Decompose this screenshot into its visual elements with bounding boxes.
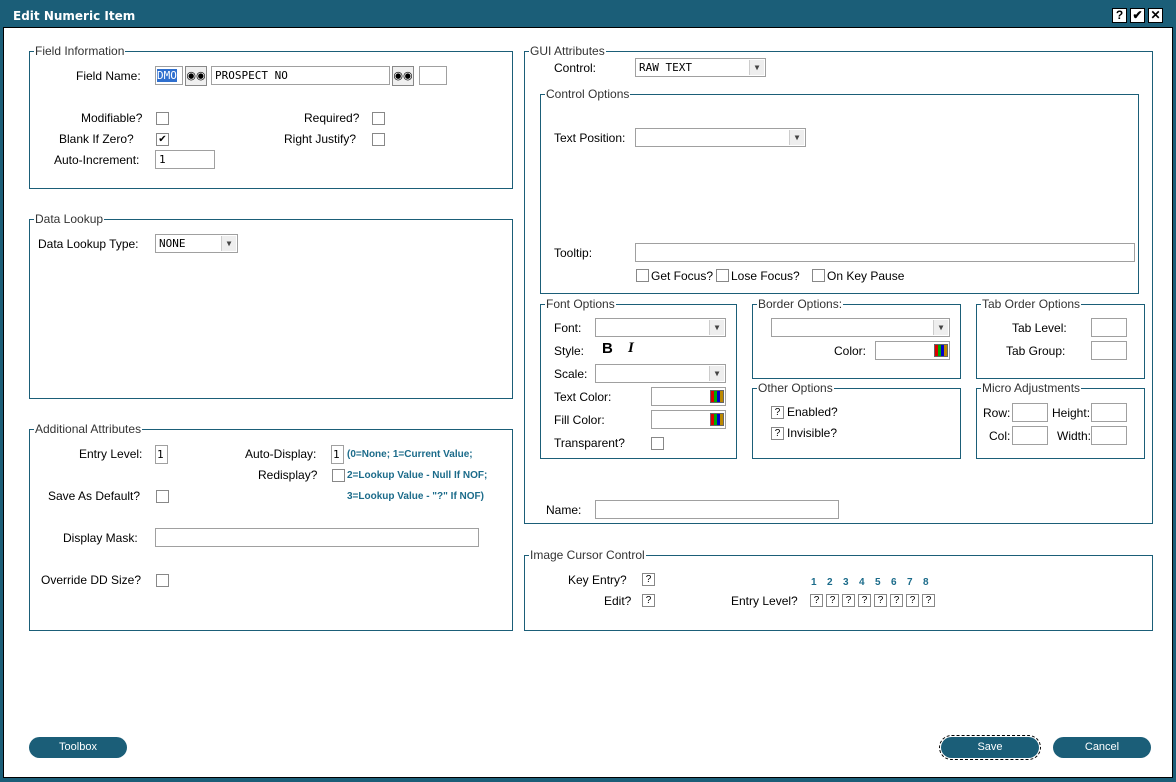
window-title: Edit Numeric Item bbox=[13, 9, 136, 23]
auto-display-input[interactable]: 1 bbox=[331, 445, 344, 464]
title-bar bbox=[4, 4, 1172, 26]
tooltip-label: Tooltip: bbox=[554, 246, 593, 260]
tab-group-label: Tab Group: bbox=[1006, 344, 1066, 358]
save-button[interactable]: Save bbox=[941, 737, 1039, 758]
font-select[interactable] bbox=[595, 318, 726, 337]
enabled-checkbox[interactable]: ? bbox=[771, 406, 784, 419]
height-label: Height: bbox=[1052, 406, 1091, 420]
group-legend: Additional Attributes bbox=[35, 422, 142, 436]
toolbox-button[interactable]: Toolbox bbox=[29, 737, 127, 758]
color-picker-icon[interactable] bbox=[710, 390, 724, 403]
auto-increment-input[interactable]: 1 bbox=[155, 150, 215, 169]
auto-display-note-2: 2=Lookup Value - Null If NOF; bbox=[347, 470, 488, 481]
auto-display-note-1: (0=None; 1=Current Value; bbox=[347, 449, 473, 460]
chevron-down-icon: ▼ bbox=[709, 366, 724, 381]
color-picker-icon[interactable] bbox=[934, 344, 948, 357]
entry-level-checkbox-5[interactable]: ? bbox=[874, 594, 887, 607]
text-position-select[interactable] bbox=[635, 128, 806, 147]
other-options-group bbox=[752, 381, 961, 459]
lose-focus-checkbox[interactable] bbox=[716, 269, 729, 282]
control-options-group bbox=[540, 87, 1139, 294]
group-legend: Field Information bbox=[35, 44, 125, 58]
entry-level-number: 6 bbox=[891, 577, 897, 588]
col-input[interactable] bbox=[1012, 426, 1048, 445]
field-prefix-input[interactable] bbox=[155, 66, 183, 85]
name-label: Name: bbox=[546, 503, 582, 517]
right-justify-checkbox[interactable] bbox=[372, 133, 385, 146]
entry-level-checkbox-2[interactable]: ? bbox=[826, 594, 839, 607]
control-value: RAW TEXT bbox=[639, 61, 692, 74]
override-dd-size-label: Override DD Size? bbox=[41, 573, 142, 587]
display-mask-input[interactable] bbox=[155, 528, 479, 547]
tab-order-options-group bbox=[976, 297, 1145, 379]
entry-level-checkbox-6[interactable]: ? bbox=[890, 594, 903, 607]
tab-group-input[interactable] bbox=[1091, 341, 1127, 360]
entry-level-number: 7 bbox=[907, 577, 913, 588]
close-button[interactable]: ✕ bbox=[1148, 8, 1163, 23]
data-lookup-type-value: NONE bbox=[159, 237, 186, 250]
text-color-input[interactable] bbox=[651, 387, 726, 406]
right-justify-label: Right Justify? bbox=[284, 132, 357, 146]
enabled-label: Enabled? bbox=[787, 405, 838, 419]
invisible-label: Invisible? bbox=[787, 426, 838, 440]
additional-attributes-group bbox=[29, 422, 513, 631]
edit-checkbox[interactable]: ? bbox=[642, 594, 655, 607]
required-checkbox[interactable] bbox=[372, 112, 385, 125]
data-lookup-type-select[interactable] bbox=[155, 234, 238, 253]
get-focus-label: Get Focus? bbox=[651, 269, 714, 283]
tab-level-input[interactable] bbox=[1091, 318, 1127, 337]
height-input[interactable] bbox=[1091, 403, 1127, 422]
binoculars-icon[interactable]: ◉◉ bbox=[185, 66, 207, 86]
redisplay-checkbox[interactable] bbox=[332, 469, 345, 482]
entry-level-number: 3 bbox=[843, 577, 849, 588]
edit-label: Edit? bbox=[604, 594, 632, 608]
italic-button[interactable]: I bbox=[628, 340, 634, 356]
chevron-down-icon: ▼ bbox=[709, 320, 724, 335]
key-entry-checkbox[interactable]: ? bbox=[642, 573, 655, 586]
key-entry-label: Key Entry? bbox=[568, 573, 627, 587]
entry-level-number: 5 bbox=[875, 577, 881, 588]
border-options-group bbox=[752, 297, 961, 379]
style-label: Style: bbox=[554, 344, 585, 358]
entry-level-checkbox-1[interactable]: ? bbox=[810, 594, 823, 607]
name-input[interactable] bbox=[595, 500, 839, 519]
blank-if-zero-label: Blank If Zero? bbox=[59, 132, 134, 146]
fill-color-label: Fill Color: bbox=[554, 413, 605, 427]
border-style-select[interactable] bbox=[771, 318, 950, 337]
row-input[interactable] bbox=[1012, 403, 1048, 422]
field-name-label: Field Name: bbox=[76, 69, 141, 83]
entry-level-number: 8 bbox=[923, 577, 929, 588]
dialog-body bbox=[3, 27, 1173, 778]
width-label: Width: bbox=[1057, 429, 1092, 443]
blank-if-zero-checkbox[interactable]: ✔ bbox=[156, 133, 169, 146]
border-color-label: Color: bbox=[834, 344, 867, 358]
entry-level-checkbox-8[interactable]: ? bbox=[922, 594, 935, 607]
entry-level-input[interactable]: 1 bbox=[155, 445, 168, 464]
entry-level-checkbox-7[interactable]: ? bbox=[906, 594, 919, 607]
display-mask-label: Display Mask: bbox=[63, 531, 138, 545]
data-lookup-type-label: Data Lookup Type: bbox=[38, 237, 139, 251]
text-color-label: Text Color: bbox=[554, 390, 612, 404]
group-legend: Micro Adjustments bbox=[982, 381, 1081, 395]
row-label: Row: bbox=[983, 406, 1011, 420]
control-select[interactable] bbox=[635, 58, 766, 77]
image-cursor-control-group bbox=[524, 548, 1153, 631]
field-name-input[interactable]: PROSPECT NO bbox=[211, 66, 390, 85]
save-as-default-checkbox[interactable] bbox=[156, 490, 169, 503]
scale-select[interactable] bbox=[595, 364, 726, 383]
group-legend: Other Options bbox=[758, 381, 833, 395]
on-key-pause-checkbox[interactable] bbox=[812, 269, 825, 282]
group-legend: Tab Order Options bbox=[982, 297, 1081, 311]
group-legend: Font Options bbox=[546, 297, 615, 311]
save-as-default-label: Save As Default? bbox=[48, 489, 141, 503]
gui-attributes-group bbox=[524, 44, 1153, 524]
help-button[interactable]: ? bbox=[1112, 8, 1127, 23]
lose-focus-label: Lose Focus? bbox=[731, 269, 800, 283]
group-legend: Image Cursor Control bbox=[530, 548, 645, 562]
ok-button[interactable]: ✔ bbox=[1130, 8, 1145, 23]
field-extra-input[interactable] bbox=[419, 66, 447, 85]
group-legend: GUI Attributes bbox=[530, 44, 605, 58]
auto-display-note-3: 3=Lookup Value - "?" If NOF) bbox=[347, 491, 484, 502]
font-options-group bbox=[540, 297, 737, 459]
data-lookup-group bbox=[29, 212, 513, 399]
control-label: Control: bbox=[554, 61, 597, 75]
text-position-label: Text Position: bbox=[554, 131, 626, 145]
group-legend: Border Options: bbox=[758, 297, 843, 311]
bold-button[interactable]: B bbox=[602, 340, 613, 357]
entry-level-checkbox-3[interactable]: ? bbox=[842, 594, 855, 607]
transparent-checkbox[interactable] bbox=[651, 437, 664, 450]
entry-level-checkbox-4[interactable]: ? bbox=[858, 594, 871, 607]
entry-level-label: Entry Level? bbox=[731, 594, 798, 608]
chevron-down-icon: ▼ bbox=[933, 320, 948, 335]
auto-display-label: Auto-Display: bbox=[245, 447, 317, 461]
group-legend: Data Lookup bbox=[35, 212, 104, 226]
scale-label: Scale: bbox=[554, 367, 588, 381]
get-focus-checkbox[interactable] bbox=[636, 269, 649, 282]
binoculars-icon[interactable]: ◉◉ bbox=[392, 66, 414, 86]
entry-level-number: 1 bbox=[811, 577, 817, 588]
tooltip-input[interactable] bbox=[635, 243, 1135, 262]
tab-level-label: Tab Level: bbox=[1012, 321, 1067, 335]
field-information-group bbox=[29, 44, 513, 189]
entry-level-label: Entry Level: bbox=[79, 447, 143, 461]
on-key-pause-label: On Key Pause bbox=[827, 269, 905, 283]
redisplay-label: Redisplay? bbox=[258, 468, 318, 482]
group-legend: Control Options bbox=[546, 87, 630, 101]
modifiable-checkbox[interactable] bbox=[156, 112, 169, 125]
font-label: Font: bbox=[554, 321, 582, 335]
chevron-down-icon: ▼ bbox=[749, 60, 764, 75]
override-dd-size-checkbox[interactable] bbox=[156, 574, 169, 587]
modifiable-label: Modifiable? bbox=[81, 111, 143, 125]
field-prefix-value: DMO bbox=[157, 69, 177, 82]
micro-adjustments-group bbox=[976, 381, 1145, 459]
invisible-checkbox[interactable]: ? bbox=[771, 427, 784, 440]
cancel-button[interactable]: Cancel bbox=[1053, 737, 1151, 758]
entry-level-number: 2 bbox=[827, 577, 833, 588]
fill-color-input[interactable] bbox=[651, 410, 726, 429]
entry-level-number: 4 bbox=[859, 577, 865, 588]
chevron-down-icon: ▼ bbox=[789, 130, 804, 145]
border-color-input[interactable] bbox=[875, 341, 950, 360]
required-label: Required? bbox=[304, 111, 360, 125]
width-input[interactable] bbox=[1091, 426, 1127, 445]
col-label: Col: bbox=[989, 429, 1011, 443]
transparent-label: Transparent? bbox=[554, 436, 625, 450]
auto-increment-label: Auto-Increment: bbox=[54, 153, 140, 167]
chevron-down-icon: ▼ bbox=[221, 236, 236, 251]
color-picker-icon[interactable] bbox=[710, 413, 724, 426]
